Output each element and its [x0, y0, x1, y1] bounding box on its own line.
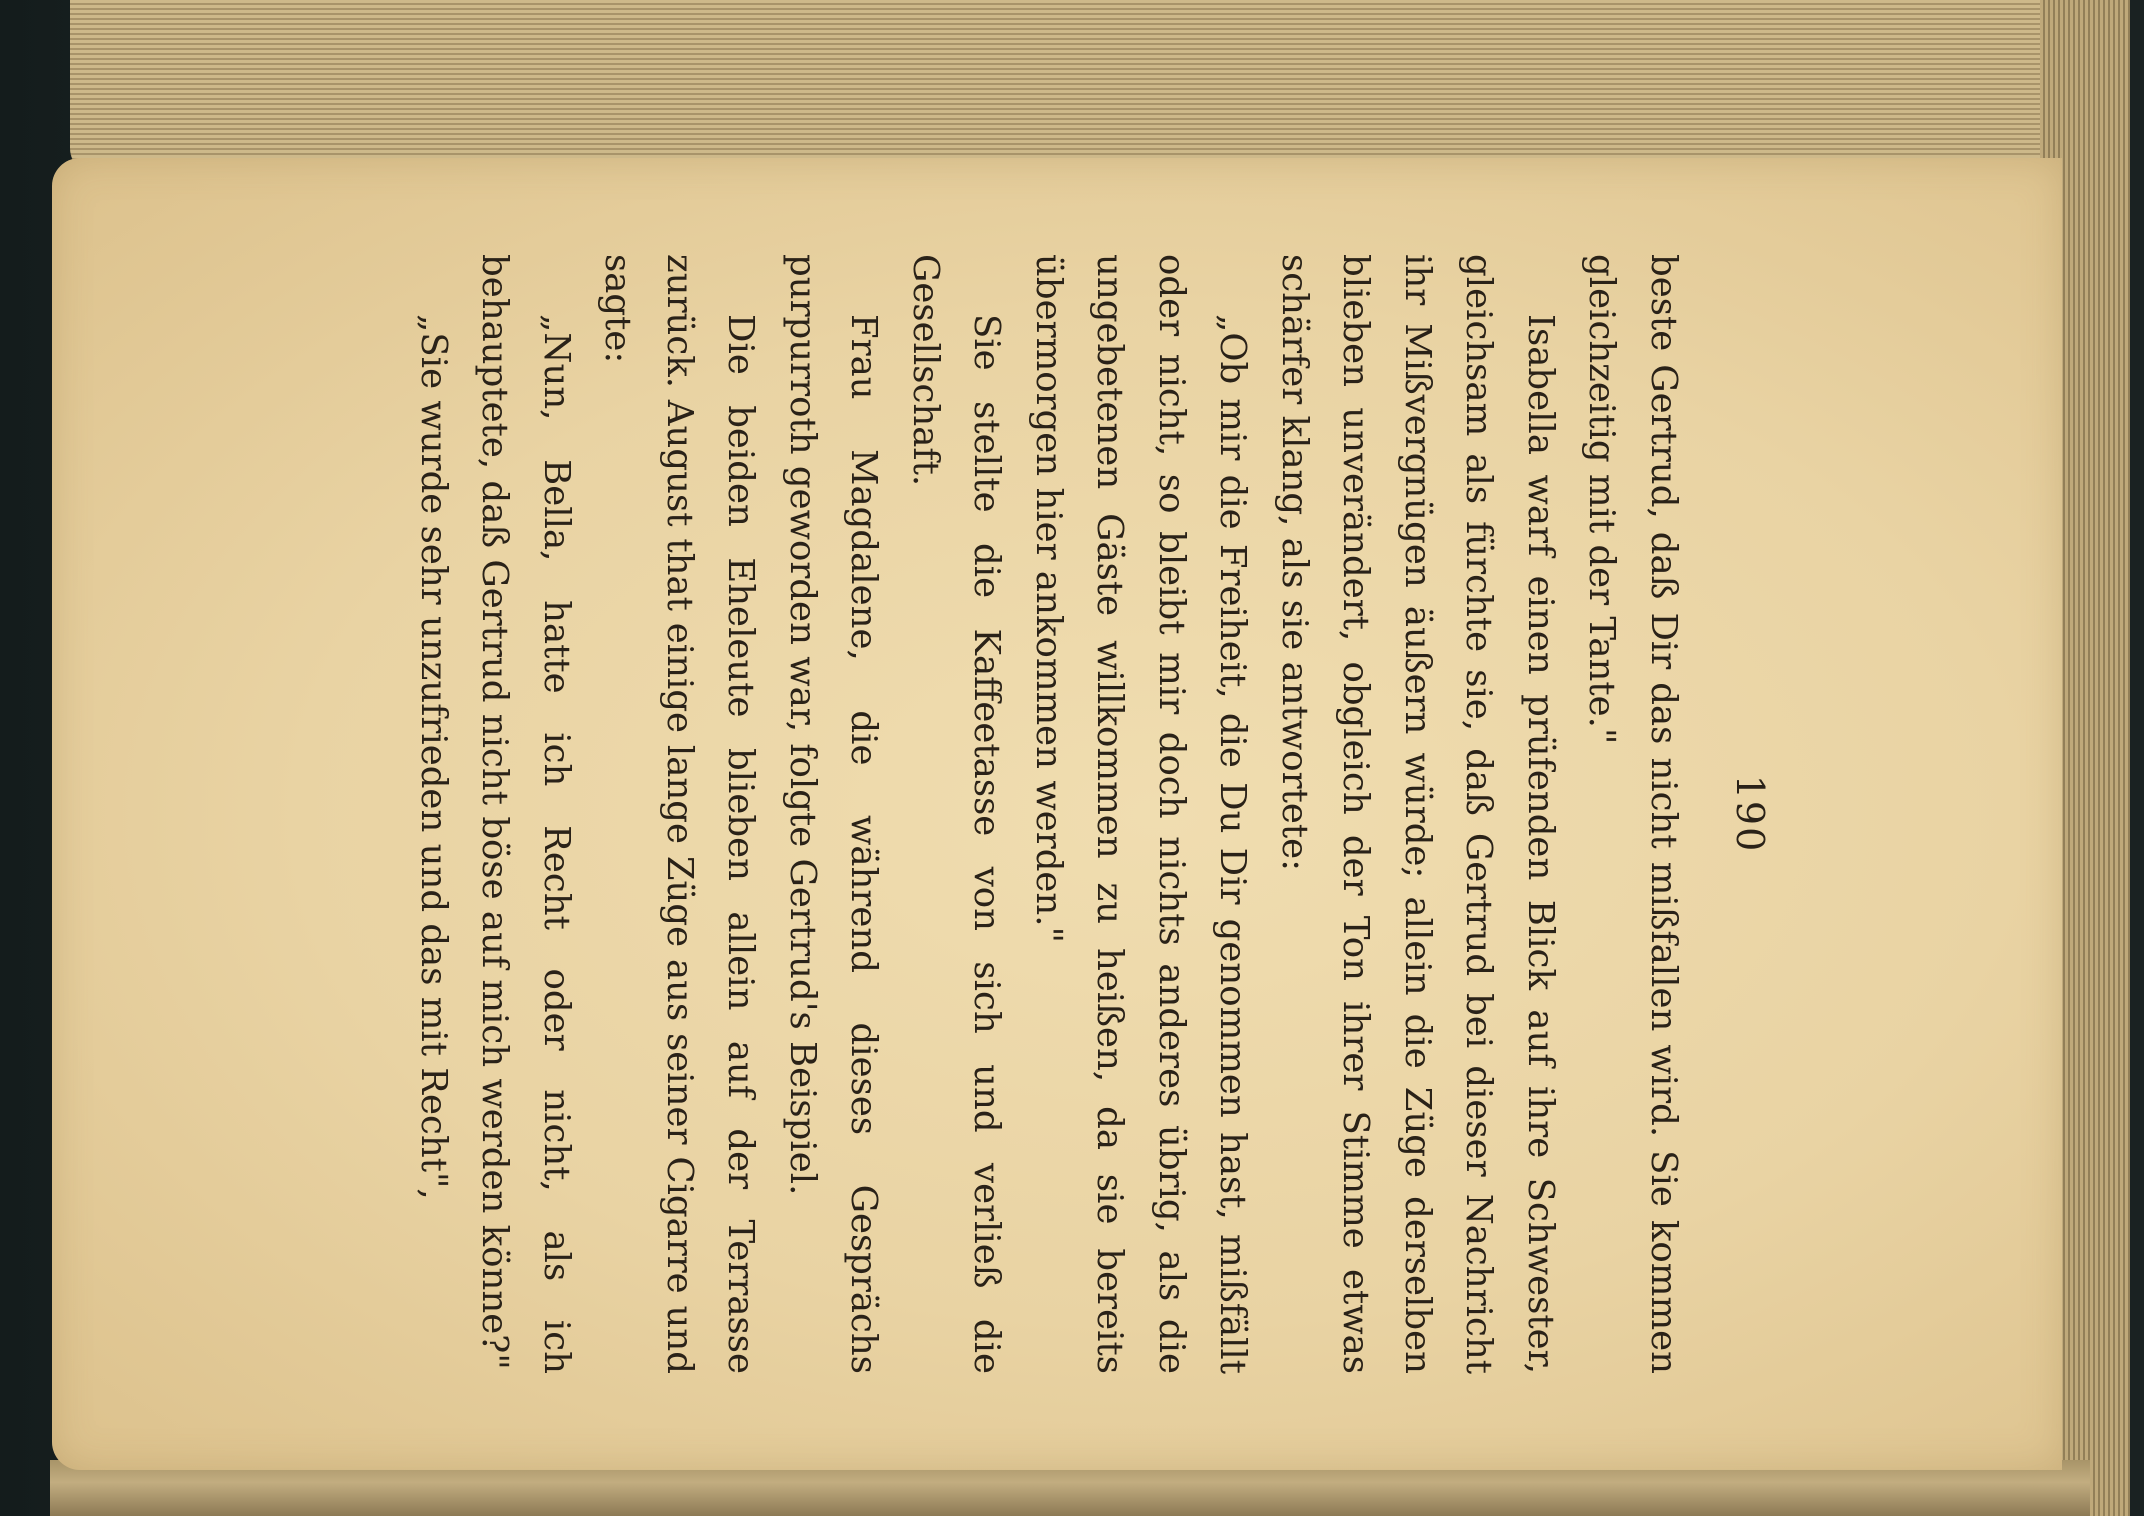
page-stack-top-edge	[70, 0, 2110, 178]
paragraph: Frau Magdalene, die während dieses Gesprächs purpurroth geworden war, folgte Gertrud's Beispiel.	[782, 254, 885, 1374]
paragraph: „Sie wurde sehr unzufrieden und das mit Recht",	[413, 314, 454, 1200]
paragraph: Die beiden Eheleute blieben allein auf der Terrasse zurück. August that einige lange Züge aus seiner Cigarre und sagte:	[597, 254, 762, 1374]
paragraph: Sie stellte die Kaffeetasse von sich und verließ die Gesellschaft.	[905, 254, 1008, 1374]
paragraph: beste Gertrud, daß Dir das nicht mißfallen wird. Sie kommen gleichzeitig mit der Tante."	[1581, 254, 1684, 1374]
paragraph: „Ob mir die Freiheit, die Du Dir genommen hast, mißfällt oder nicht, so bleibt mir doch nichts anderes übrig, als die ungebetenen Gäste willkommen zu heißen, da sie bereits übermorgen hier ankommen werden."	[1028, 254, 1254, 1374]
paragraph: Isabella warf einen prüfenden Blick auf ihre Schwester, gleichsam als fürchte sie, daß Gertrud bei dieser Nachricht ihr Mißvergnügen äußern würde; allein die Züge derselben blieben unverändert, obgleich der Ton ihrer Stimme etwas schärfer klang, als sie antwortete:	[1274, 254, 1561, 1374]
paragraph: „Nun, Bella, hatte ich Recht oder nicht, als ich behauptete, daß Gertrud nicht böse auf mich werden könne?"	[474, 254, 577, 1374]
page-text-block	[342, 254, 1772, 1374]
page-number: 190	[1728, 774, 1772, 854]
